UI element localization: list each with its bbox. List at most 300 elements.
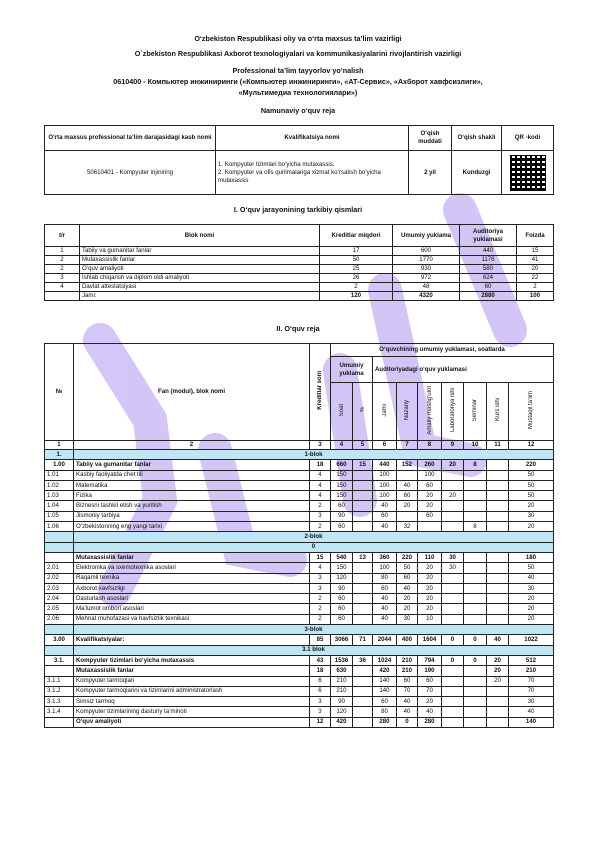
value-cell: 20 xyxy=(397,604,418,614)
value-cell xyxy=(464,686,487,696)
structure-total-total: 4320 xyxy=(393,292,460,301)
value-cell: 110 xyxy=(418,552,442,562)
col-total-header: Jami xyxy=(381,403,388,417)
value-cell: 8 xyxy=(464,460,487,470)
value-cell: 20 xyxy=(509,604,554,614)
col-hours-header: Soat xyxy=(338,403,345,417)
value-cell: 100 xyxy=(373,563,397,573)
value-cell: 50 xyxy=(397,563,418,573)
structure-cell-total: 1770 xyxy=(393,256,460,265)
table-row xyxy=(45,583,554,593)
subject-name: Kasbiy faoliyatda chet tili xyxy=(74,470,310,480)
column-number: 5 xyxy=(353,441,373,450)
value-cell: 20 xyxy=(509,594,554,604)
value-cell: 13 xyxy=(353,552,373,562)
value-cell: 40 xyxy=(487,635,509,645)
structure-row xyxy=(45,265,554,274)
value-cell: 50 xyxy=(509,470,554,480)
structure-total-credit: 120 xyxy=(320,292,393,301)
value-cell xyxy=(464,552,487,562)
value-cell xyxy=(353,563,373,573)
value-cell xyxy=(418,522,442,532)
column-number: 6 xyxy=(373,441,397,450)
value-cell: 100 xyxy=(373,480,397,490)
value-cell: 12 xyxy=(310,717,331,727)
subtotal-row xyxy=(45,635,554,645)
value-cell: 20 xyxy=(418,491,442,501)
value-cell: 100 xyxy=(373,491,397,501)
value-cell: 512 xyxy=(509,655,554,665)
value-cell: 30 xyxy=(509,511,554,521)
curriculum-table xyxy=(44,343,554,728)
structure-cell-pct: 2 xyxy=(517,283,554,292)
value-cell: 190 xyxy=(418,666,442,676)
structure-cell-n: 4 xyxy=(45,283,80,292)
subject-name: Kompyuter tarmoqlari xyxy=(74,676,310,686)
table-row xyxy=(45,594,554,604)
value-cell: 630 xyxy=(331,666,353,676)
value-cell: 60 xyxy=(331,604,353,614)
block-header-row xyxy=(45,532,554,542)
value-cell xyxy=(464,707,487,717)
value-cell: 180 xyxy=(509,552,554,562)
subject-name: Biznesni tashkil etish va yuritish xyxy=(74,501,310,511)
value-cell: 20 xyxy=(418,697,442,707)
value-cell xyxy=(464,604,487,614)
structure-total-pct: 100 xyxy=(517,292,554,301)
value-cell xyxy=(442,686,464,696)
table-row xyxy=(45,573,554,583)
value-cell: 6 xyxy=(310,676,331,686)
value-cell: 360 xyxy=(373,552,397,562)
value-cell: 20 xyxy=(418,594,442,604)
value-cell xyxy=(442,573,464,583)
value-cell: 150 xyxy=(331,480,353,490)
column-number: 1 xyxy=(45,441,74,450)
row-number xyxy=(45,552,74,562)
block-header-row xyxy=(45,450,554,460)
col-self-header: Mustaqil ta’lim xyxy=(528,390,534,429)
block-title: 2-blok xyxy=(74,532,554,542)
col-form-header: O‘qish shakli xyxy=(452,126,502,151)
value-cell: 150 xyxy=(331,470,353,480)
value-cell xyxy=(487,460,509,470)
row-number xyxy=(45,666,74,676)
col-aud-header: Auditoriya yuklamasi xyxy=(460,225,517,247)
column-number: 10 xyxy=(464,441,487,450)
subject-name: Ma’lumot ombori asoslari xyxy=(74,604,310,614)
value-cell xyxy=(353,491,373,501)
block-number xyxy=(45,645,74,655)
structure-cell-credit: 17 xyxy=(320,247,393,256)
value-cell: 4 xyxy=(310,470,331,480)
qr-cell xyxy=(502,151,554,195)
value-cell xyxy=(464,614,487,624)
value-cell: 8 xyxy=(464,522,487,532)
value-cell xyxy=(442,501,464,511)
value-cell xyxy=(353,501,373,511)
value-cell: 43 xyxy=(310,655,331,665)
value-cell: 0 xyxy=(442,655,464,665)
value-cell: 40 xyxy=(397,480,418,490)
value-cell xyxy=(487,604,509,614)
value-cell xyxy=(442,676,464,686)
value-cell: 140 xyxy=(373,676,397,686)
value-cell xyxy=(464,480,487,490)
value-cell: 60 xyxy=(418,676,442,686)
value-cell xyxy=(442,707,464,717)
value-cell: 3066 xyxy=(331,635,353,645)
value-cell: 40 xyxy=(373,501,397,511)
value-cell: 0 xyxy=(464,635,487,645)
block-title: 3-blok xyxy=(74,625,554,635)
value-cell: 60 xyxy=(373,583,397,593)
value-cell: 100 xyxy=(373,470,397,480)
value-cell xyxy=(353,717,373,727)
value-cell: 20 xyxy=(397,501,418,511)
row-number: 2.03 xyxy=(45,583,74,593)
value-cell: 30 xyxy=(397,614,418,624)
ministry-line-2: O`zbekiston Respublikasi Axborot texnologiyalari va kommunikasiyalarini rivojlantirish vazirligi xyxy=(134,49,462,58)
value-cell: 0 xyxy=(464,655,487,665)
value-cell: 120 xyxy=(331,707,353,717)
form-cell: Kunduzgi xyxy=(452,151,502,195)
subtotal-row xyxy=(45,552,554,562)
table-row xyxy=(45,470,554,480)
value-cell: 20 xyxy=(442,491,464,501)
value-cell: 60 xyxy=(418,511,442,521)
value-cell xyxy=(487,522,509,532)
value-cell xyxy=(442,697,464,707)
value-cell: 36 xyxy=(353,655,373,665)
value-cell xyxy=(487,707,509,717)
subject-name: Mutaxassislik fanlar xyxy=(74,552,310,562)
value-cell: 60 xyxy=(418,480,442,490)
value-cell: 2044 xyxy=(373,635,397,645)
structure-cell-pct: 20 xyxy=(517,265,554,274)
structure-row xyxy=(45,256,554,265)
structure-cell-n: 2 xyxy=(45,265,80,274)
subject-name: Kompyuter tarmoqlarini va tizimlarini administratorlash xyxy=(74,686,310,696)
value-cell: 210 xyxy=(397,666,418,676)
structure-cell-name: Davlat attestatsiyasi xyxy=(80,283,320,292)
ministry-line-1: O‘zbekiston Respublikasi oliy va o‘rta maxsus ta’lim vazirligi xyxy=(194,34,402,43)
value-cell: 3 xyxy=(310,697,331,707)
structure-cell-aud: 60 xyxy=(460,283,517,292)
section1-title: I. O‘quv jarayonining tarkibiy qismlari xyxy=(233,205,363,214)
row-number: 1.03 xyxy=(45,491,74,501)
structure-cell-credit: 26 xyxy=(320,274,393,283)
block-number: 1. xyxy=(45,450,74,460)
table-row xyxy=(45,501,554,511)
value-cell: 60 xyxy=(331,594,353,604)
value-cell xyxy=(464,666,487,676)
value-cell: 90 xyxy=(331,583,353,593)
value-cell: 60 xyxy=(373,511,397,521)
block-header-row xyxy=(45,625,554,635)
column-number: 8 xyxy=(418,441,442,450)
table-row xyxy=(45,563,554,573)
value-cell xyxy=(487,697,509,707)
value-cell: 400 xyxy=(397,635,418,645)
value-cell: 280 xyxy=(418,717,442,727)
block-number xyxy=(45,532,74,542)
value-cell: 420 xyxy=(331,717,353,727)
subject-name: O‘zbekistonning eng yangi tarixi xyxy=(74,522,310,532)
direction-code: 0610400 - Компьютер инжиниринги («Компьютер инжиниринги», «AT-Сервис», «Ахборот хавфсизлиги», xyxy=(113,77,483,86)
structure-cell-name: Ishlab chiqarish va diplom oldi amaliyoti xyxy=(80,274,320,283)
col-pct-header: % xyxy=(359,407,366,413)
column-number: 3 xyxy=(310,441,331,450)
value-cell: 70 xyxy=(397,686,418,696)
value-cell xyxy=(464,717,487,727)
value-cell xyxy=(442,614,464,624)
value-cell: 4 xyxy=(310,480,331,490)
value-cell: 4 xyxy=(310,491,331,501)
value-cell: 20 xyxy=(509,614,554,624)
block-title: 1-blok xyxy=(74,450,554,460)
value-cell: 100 xyxy=(418,470,442,480)
col-qr-header: QR -kodi xyxy=(502,126,554,151)
column-number: 4 xyxy=(331,441,353,450)
value-cell xyxy=(353,583,373,593)
block-number xyxy=(45,542,74,552)
row-number: 3.1. xyxy=(45,655,74,665)
qualification-1: 1. Kompyuter tizimlari bo‘yicha mutaxassis. xyxy=(218,160,335,168)
structure-cell-credit: 25 xyxy=(320,265,393,274)
value-cell: 40 xyxy=(509,707,554,717)
value-cell: 90 xyxy=(331,697,353,707)
col-theory-header: Nazariy xyxy=(404,399,410,421)
value-cell: 20 xyxy=(442,460,464,470)
col-credit-header: Kreditlar soni xyxy=(310,344,331,441)
value-cell: 20 xyxy=(397,594,418,604)
row-number: 3.00 xyxy=(45,635,74,645)
col-block-header: Blok nomi xyxy=(80,225,320,247)
value-cell: 20 xyxy=(418,563,442,573)
value-cell: 6 xyxy=(310,686,331,696)
value-cell: 40 xyxy=(373,594,397,604)
value-cell: 210 xyxy=(509,666,554,676)
load-header: O‘quvchining umumiy yuklamasi, soatlarda xyxy=(331,344,554,357)
value-cell: 50 xyxy=(509,491,554,501)
profession-cell: 50610401 - Kompyuter injiniring xyxy=(45,151,216,195)
row-number xyxy=(45,717,74,727)
table-row xyxy=(45,511,554,521)
value-cell: 150 xyxy=(331,563,353,573)
value-cell: 0 xyxy=(442,635,464,645)
column-number: 7 xyxy=(397,441,418,450)
column-number: 9 xyxy=(442,441,464,450)
structure-total-row xyxy=(45,292,554,301)
structure-cell-total: 972 xyxy=(393,274,460,283)
structure-cell-pct: 22 xyxy=(517,274,554,283)
subject-name: Dasturlash asoslari xyxy=(74,594,310,604)
value-cell: 2 xyxy=(310,604,331,614)
value-cell xyxy=(487,470,509,480)
value-cell xyxy=(464,563,487,573)
structure-row xyxy=(45,274,554,283)
value-cell xyxy=(487,480,509,490)
subject-name: Jismoniy tarbiya xyxy=(74,511,310,521)
row-number: 3.1.3 xyxy=(45,697,74,707)
col-seminar-header: Seminar xyxy=(472,398,478,422)
subject-name: Elektronika va sxemotexnika asoslari xyxy=(74,563,310,573)
value-cell: 70 xyxy=(509,676,554,686)
value-cell: 15 xyxy=(353,460,373,470)
value-cell xyxy=(442,511,464,521)
aud-load-header: Auditoriyadagi o‘quv yuklamasi xyxy=(373,357,554,383)
subject-name: Simsiz tarmoq xyxy=(74,697,310,707)
value-cell xyxy=(353,686,373,696)
col-course-header: Kurs ishi xyxy=(494,398,501,422)
subtotal-row xyxy=(45,666,554,676)
value-cell xyxy=(442,666,464,676)
value-cell xyxy=(353,511,373,521)
value-cell: 90 xyxy=(331,511,353,521)
value-cell: 120 xyxy=(331,573,353,583)
value-cell: 40 xyxy=(373,522,397,532)
value-cell: 210 xyxy=(331,676,353,686)
value-cell: 30 xyxy=(442,563,464,573)
col-pct-header: Foizda xyxy=(517,225,554,247)
value-cell: 20 xyxy=(418,573,442,583)
value-cell xyxy=(487,573,509,583)
value-cell: 40 xyxy=(373,614,397,624)
value-cell: 1022 xyxy=(509,635,554,645)
structure-cell-credit: 2 xyxy=(320,283,393,292)
value-cell: 60 xyxy=(331,614,353,624)
value-cell xyxy=(353,594,373,604)
value-cell xyxy=(487,552,509,562)
value-cell: 40 xyxy=(373,604,397,614)
value-cell xyxy=(353,522,373,532)
block-header-row xyxy=(45,542,554,552)
subject-name: Fizika xyxy=(74,491,310,501)
row-number: 1.01 xyxy=(45,470,74,480)
structure-table xyxy=(44,224,554,301)
value-cell xyxy=(353,604,373,614)
table-row xyxy=(45,522,554,532)
structure-row xyxy=(45,283,554,292)
value-cell: 20 xyxy=(418,583,442,593)
structure-cell-total: 48 xyxy=(393,283,460,292)
structure-total-name: Jami: xyxy=(80,292,320,301)
value-cell xyxy=(397,470,418,480)
value-cell: 40 xyxy=(397,583,418,593)
value-cell xyxy=(464,501,487,511)
col-qualification-header: Kvalifikatsiya nomi xyxy=(216,126,409,151)
value-cell: 2 xyxy=(310,614,331,624)
direction-label: Professional ta’lim tayyorlov yo‘nalish xyxy=(232,66,364,75)
column-number: 2 xyxy=(74,441,310,450)
structure-cell-n: 2 xyxy=(45,256,80,265)
structure-cell-name: Tabiiy va gumanitar fanlar xyxy=(80,247,320,256)
value-cell: 150 xyxy=(331,491,353,501)
structure-cell-aud: 440 xyxy=(460,247,517,256)
structure-cell-total: 930 xyxy=(393,265,460,274)
column-number: 11 xyxy=(487,441,509,450)
row-number: 1.04 xyxy=(45,501,74,511)
row-number: 2.02 xyxy=(45,573,74,583)
value-cell xyxy=(487,511,509,521)
structure-cell-n: 1 xyxy=(45,247,80,256)
value-cell: 2 xyxy=(310,501,331,511)
structure-cell-credit: 50 xyxy=(320,256,393,265)
value-cell: 70 xyxy=(418,686,442,696)
col-lab-header: Laboratoriya ishi xyxy=(449,387,456,433)
row-number: 1.00 xyxy=(45,460,74,470)
qualification-table xyxy=(44,125,554,195)
value-cell: 152 xyxy=(397,460,418,470)
subtotal-row xyxy=(45,717,554,727)
value-cell xyxy=(487,717,509,727)
value-cell: 210 xyxy=(331,686,353,696)
value-cell: 540 xyxy=(331,552,353,562)
qr-code-icon xyxy=(510,155,546,191)
value-cell: 220 xyxy=(509,460,554,470)
value-cell: 60 xyxy=(397,491,418,501)
value-cell xyxy=(397,511,418,521)
structure-cell-aud: 580 xyxy=(460,265,517,274)
block-title: 3.1 blok xyxy=(74,645,554,655)
value-cell: 60 xyxy=(331,501,353,511)
value-cell: 20 xyxy=(487,676,509,686)
value-cell: 794 xyxy=(418,655,442,665)
value-cell: 210 xyxy=(397,655,418,665)
value-cell: 40 xyxy=(509,573,554,583)
col-number-header: № xyxy=(45,344,74,441)
structure-cell-empty xyxy=(45,292,80,301)
col-subject-header: Fan (modul), blok nomi xyxy=(74,344,310,441)
value-cell: 20 xyxy=(418,501,442,511)
structure-cell-total: 600 xyxy=(393,247,460,256)
structure-cell-name: Mutaxassislik fanlar xyxy=(80,256,320,265)
value-cell xyxy=(442,480,464,490)
table-row xyxy=(45,686,554,696)
value-cell xyxy=(487,563,509,573)
value-cell xyxy=(442,522,464,532)
value-cell xyxy=(353,470,373,480)
value-cell xyxy=(464,511,487,521)
value-cell: 20 xyxy=(509,501,554,511)
col-practice-header: Amaliy mashg‘ulot xyxy=(426,385,433,435)
value-cell xyxy=(464,491,487,501)
value-cell: 280 xyxy=(373,717,397,727)
row-number: 3.1.1 xyxy=(45,676,74,686)
value-cell xyxy=(487,583,509,593)
value-cell: 420 xyxy=(373,666,397,676)
direction-code-cont: «Мультимедиа технологиялари») xyxy=(238,88,358,97)
general-load-header: Umumiy yuklama xyxy=(331,357,373,383)
col-credit-header: Kreditlar miqdori xyxy=(320,225,393,247)
duration-cell: 2 yil xyxy=(409,151,452,195)
structure-cell-aud: 1176 xyxy=(460,256,517,265)
value-cell: 1604 xyxy=(418,635,442,645)
value-cell xyxy=(353,676,373,686)
block-number xyxy=(45,625,74,635)
value-cell: 2 xyxy=(310,594,331,604)
value-cell xyxy=(442,583,464,593)
value-cell: 40 xyxy=(397,697,418,707)
subject-name: Tabiiy va gumanitar fanlar xyxy=(74,460,310,470)
value-cell: 60 xyxy=(373,697,397,707)
subject-name: Mutaxassislik fanlar xyxy=(74,666,310,676)
value-cell xyxy=(487,501,509,511)
value-cell: 220 xyxy=(397,552,418,562)
value-cell: 140 xyxy=(509,717,554,727)
value-cell xyxy=(487,491,509,501)
